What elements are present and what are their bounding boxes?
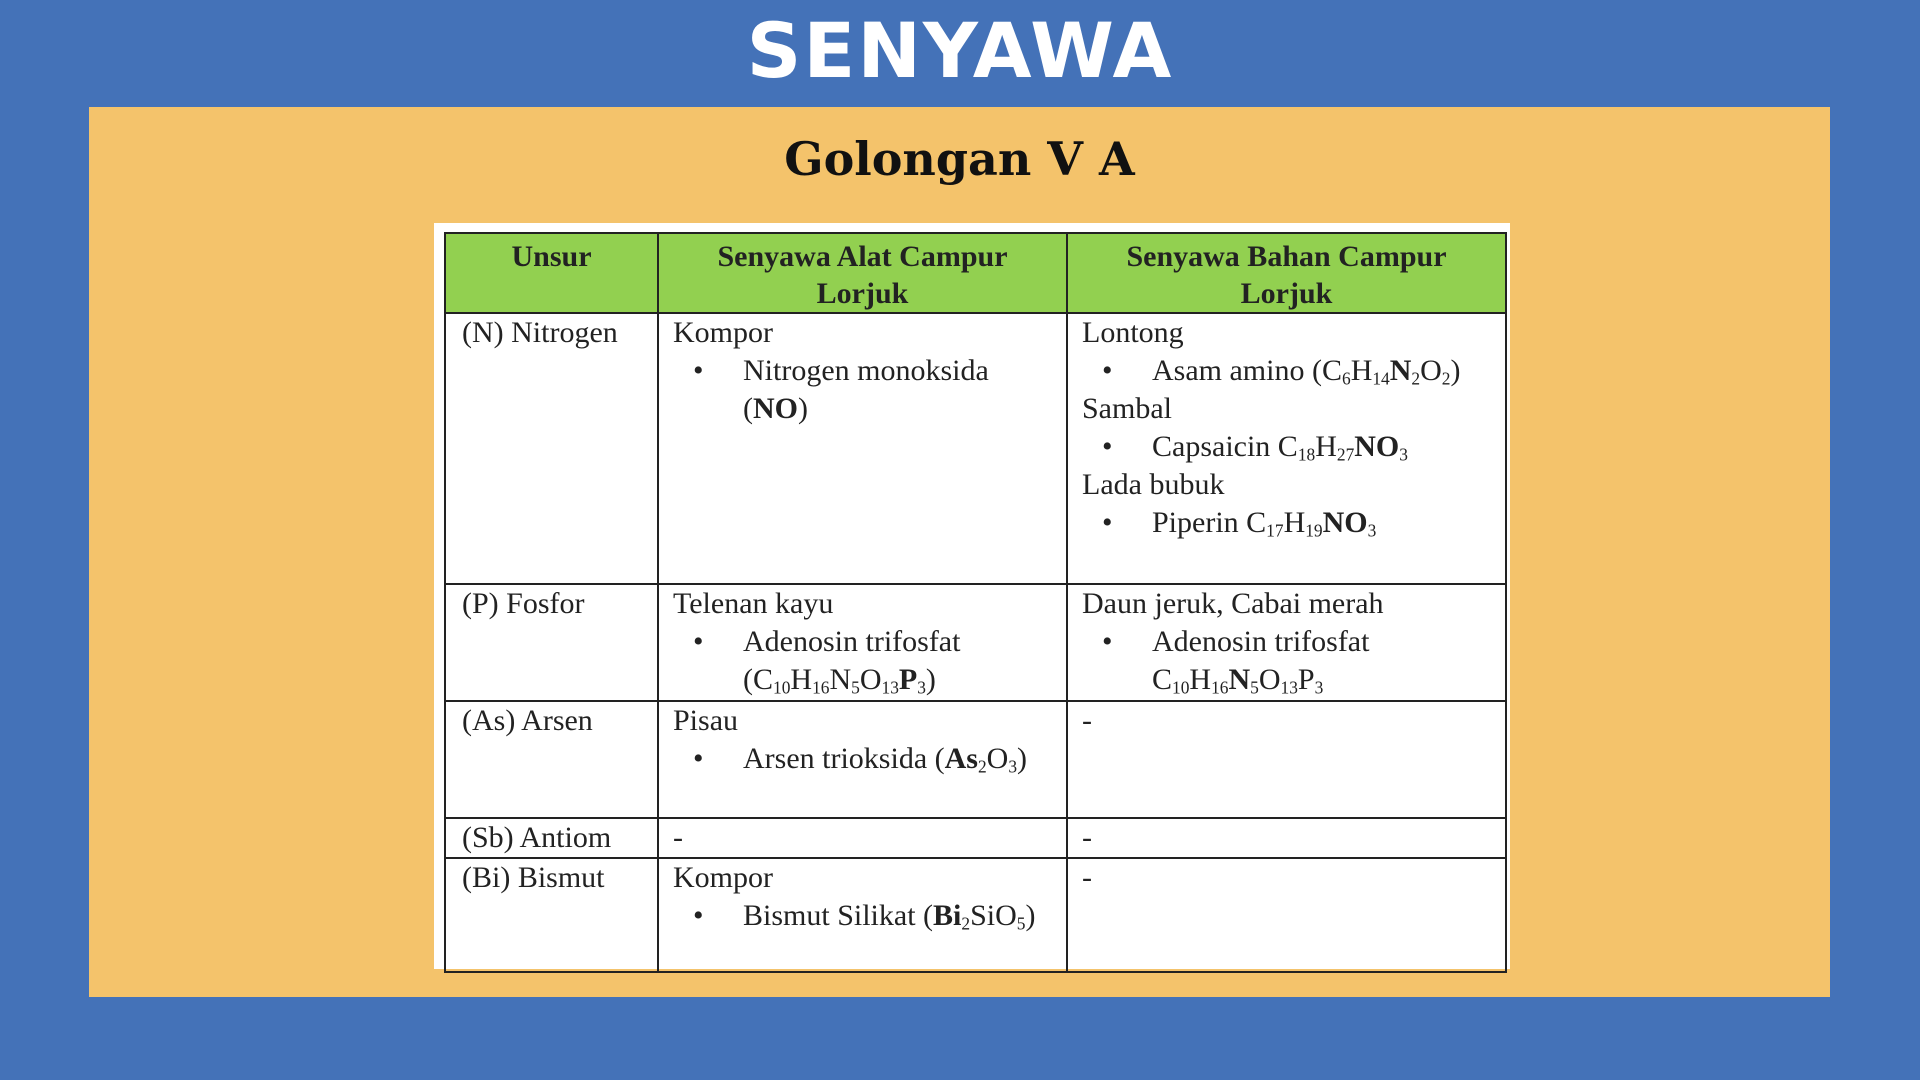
table-row bbox=[445, 701, 1506, 818]
compound-item: • Adenosin trifosfat $C_{10}H_{16}N_5O_{13}P_3$ bbox=[1152, 623, 1491, 699]
bahan-cell: - bbox=[1067, 701, 1506, 818]
compound-item: • Asam amino $(C_6H_{14}N_2O_2)$ bbox=[1152, 352, 1491, 390]
bahan-cell bbox=[1067, 584, 1506, 701]
item-label: Daun jeruk, Cabai merah bbox=[1082, 587, 1384, 620]
item-label: Kompor bbox=[673, 861, 773, 894]
alat-cell bbox=[658, 313, 1067, 584]
alat-cell bbox=[658, 701, 1067, 818]
compound-list bbox=[673, 740, 1052, 778]
item-label: Pisau bbox=[673, 704, 739, 737]
table-row bbox=[445, 584, 1506, 701]
compound-list bbox=[673, 623, 1052, 699]
item-label: Lontong bbox=[1082, 316, 1184, 349]
compound-item: • Arsen trioksida $(As_2O_3)$ bbox=[743, 740, 1052, 778]
compound-item: • Bismut Silikat $(Bi_2SiO_5)$ bbox=[743, 897, 1052, 935]
element-cell: (Sb) Antiom bbox=[445, 818, 658, 858]
element-cell: (P) Fosfor bbox=[445, 584, 658, 701]
header-alat-campur: Senyawa Alat Campur Lorjuk bbox=[658, 233, 1067, 313]
header-unsur: Unsur bbox=[445, 233, 658, 313]
bahan-cell: - bbox=[1067, 818, 1506, 858]
element-cell: (N) Nitrogen bbox=[445, 313, 658, 584]
bahan-cell: - bbox=[1067, 858, 1506, 972]
alat-cell bbox=[658, 858, 1067, 972]
compound-list bbox=[673, 897, 1052, 935]
page-title: SENYAWA bbox=[746, 6, 1174, 95]
compound-item: • Nitrogen monoksida (NO) bbox=[743, 352, 1052, 428]
compound-item: • Capsaicin $C_{18}H_{27}NO_3$ bbox=[1152, 428, 1491, 466]
table-frame bbox=[434, 223, 1510, 969]
compound-list bbox=[1082, 623, 1491, 699]
compound-item: • Piperin $C_{17}H_{19}NO_3$ bbox=[1152, 504, 1491, 542]
table-row bbox=[445, 313, 1506, 584]
item-label: Lada bubuk bbox=[1082, 468, 1225, 501]
element-cell: (As) Arsen bbox=[445, 701, 658, 818]
compound-table bbox=[444, 232, 1507, 973]
compound-item: • Adenosin trifosfat $(C_{10}H_{16}N_5O_{13}P_3)$ bbox=[743, 623, 1052, 699]
alat-cell: - bbox=[658, 818, 1067, 858]
alat-cell bbox=[658, 584, 1067, 701]
bahan-cell bbox=[1067, 313, 1506, 584]
element-cell: (Bi) Bismut bbox=[445, 858, 658, 972]
table-header-row bbox=[445, 233, 1506, 313]
item-label: Sambal bbox=[1082, 392, 1172, 425]
item-label: Kompor bbox=[673, 316, 773, 349]
compound-list bbox=[673, 352, 1052, 428]
compound-list bbox=[1082, 504, 1491, 542]
table-row bbox=[445, 858, 1506, 972]
table-row bbox=[445, 818, 1506, 858]
item-label: Telenan kayu bbox=[673, 587, 834, 620]
header-bahan-campur: Senyawa Bahan Campur Lorjuk bbox=[1067, 233, 1506, 313]
compound-list bbox=[1082, 352, 1491, 390]
content-panel bbox=[89, 107, 1830, 997]
section-subtitle: Golongan V A bbox=[784, 132, 1135, 186]
compound-list bbox=[1082, 428, 1491, 466]
